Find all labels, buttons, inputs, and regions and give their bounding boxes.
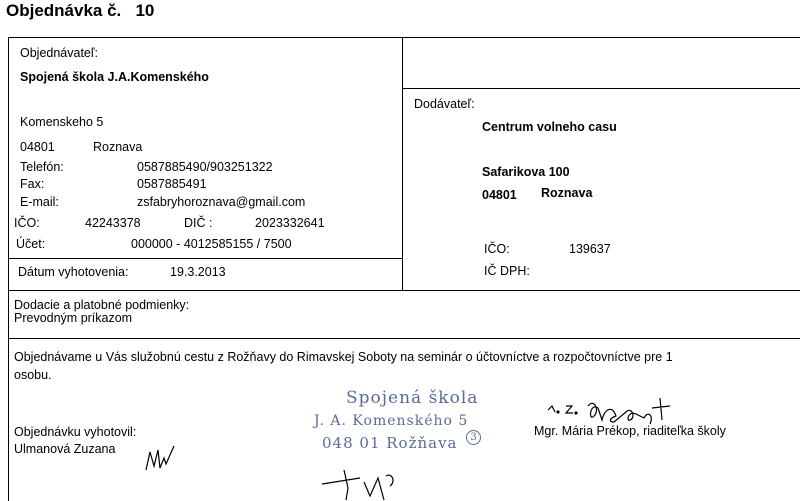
supplier-label: Dodávateľ: <box>414 97 475 111</box>
terms-section-bottom <box>8 338 800 339</box>
supplier-postcode: 04801 <box>482 188 517 202</box>
date-value: 19.3.2013 <box>170 265 226 279</box>
orderer-phone-label: Telefón: <box>20 160 64 174</box>
director-signature-icon <box>544 394 734 424</box>
orderer-street: Komenskeho 5 <box>20 115 104 129</box>
stamp-line3: 048 01 Rožňava <box>322 434 458 452</box>
orderer-email-label: E-mail: <box>20 195 59 209</box>
orderer-phone: 0587885490/903251322 <box>137 160 273 174</box>
orderer-postcode: 04801 <box>20 140 55 154</box>
date-label: Dátum vyhotovenia: <box>18 265 129 279</box>
frame-top <box>8 37 800 38</box>
orderer-fax-label: Fax: <box>20 177 45 191</box>
director-note <box>548 406 577 414</box>
order-text-line2: osobu. <box>14 368 52 382</box>
stamp-number: 3 <box>466 430 481 445</box>
header-section-bottom <box>8 290 800 291</box>
stamp-line1: Spojená škola <box>346 388 479 408</box>
date-row-top <box>8 258 403 259</box>
orderer-divider-vertical <box>402 37 403 290</box>
frame-left <box>8 37 9 501</box>
director-name: Mgr. Mária Prékop, riaditeľka školy <box>534 424 726 438</box>
orderer-ico: 42243378 <box>85 216 141 230</box>
document-title: Objednávka č. 10 <box>6 1 155 20</box>
issued-by-label: Objednávku vyhotovil: <box>14 425 137 439</box>
supplier-city: Roznava <box>541 186 593 200</box>
orderer-label: Objednávateľ: <box>20 46 99 60</box>
supplier-ico-label: IČO: <box>484 242 510 256</box>
terms-label: Dodacie a platobné podmienky: <box>14 298 190 312</box>
issuer-signature-icon <box>142 440 182 476</box>
orderer-fax: 0587885491 <box>137 177 207 191</box>
orderer-name: Spojená škola J.A.Komenského <box>20 70 209 84</box>
orderer-dic: 2023332641 <box>255 216 325 230</box>
orderer-account: 000000 - 4012585155 / 7500 <box>131 237 292 251</box>
issued-by-name: Ulmanová Zuzana <box>14 442 116 456</box>
terms-value: Prevodným príkazom <box>14 311 133 325</box>
order-text-line1: Objednávame u Vás služobnú cestu z Rožňavy do Rimavskej Soboty na seminár o účtovníctve a rozpočtovníctve pre 1 <box>14 350 673 364</box>
stamp-line2: J. A. Komenského 5 <box>314 413 469 429</box>
orderer-email: zsfabryhoroznava@gmail.com <box>137 195 306 209</box>
stamp-signature-icon <box>320 468 420 501</box>
supplier-icdph-label: IČ DPH: <box>484 264 530 278</box>
orderer-account-label: Účet: <box>16 237 46 251</box>
supplier-box-top <box>402 88 800 89</box>
supplier-name: Centrum volneho casu <box>482 120 617 134</box>
orderer-dic-label: DIČ : <box>184 216 213 230</box>
supplier-ico: 139637 <box>569 242 611 256</box>
orderer-city: Roznava <box>93 140 143 154</box>
supplier-street: Safarikova 100 <box>482 165 570 179</box>
orderer-ico-label: IČO: <box>14 216 40 230</box>
